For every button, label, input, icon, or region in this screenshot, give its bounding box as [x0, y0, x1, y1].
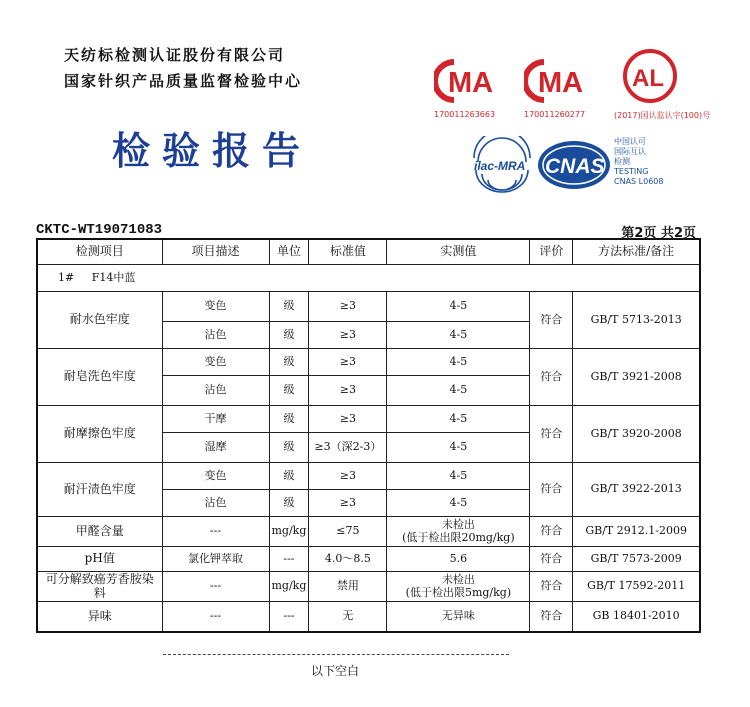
cell-result: 5.6 [387, 547, 530, 572]
cell-eval: 符合 [530, 547, 573, 572]
cell-method: GB/T 17592-2011 [573, 572, 700, 602]
header-cell: 项目描述 [162, 239, 269, 265]
sample-row [37, 265, 700, 292]
blank-below-note: 以下空白 [311, 664, 360, 678]
sample-label: 1# F14中蓝 [37, 265, 700, 292]
cnas-caption [614, 137, 663, 187]
cell-method: GB/T 2912.1-2009 [573, 517, 700, 547]
cell-result: 4-5 [387, 322, 530, 349]
table-row [37, 406, 700, 433]
cell-result: 4-5 [387, 433, 530, 463]
cell-unit: 级 [269, 490, 309, 517]
cell-result: 4-5 [387, 292, 530, 322]
cell-standard: ≥3 [309, 376, 387, 406]
cell-standard: 无 [309, 602, 387, 632]
org-subname: 国家针织产品质量监督检验中心 [64, 72, 303, 90]
report-title: 检验报告 [112, 128, 313, 173]
cell-desc: --- [162, 517, 269, 547]
test-item: 耐摩擦色牢度 [37, 406, 162, 463]
cell-standard: ≥3 [309, 322, 387, 349]
cell-unit: 级 [269, 406, 309, 433]
cell-eval: 符合 [530, 463, 573, 517]
cell-standard: ≥3 [309, 349, 387, 376]
cell-eval: 符合 [530, 517, 573, 547]
cell-desc: 变色 [162, 292, 269, 322]
cell-eval: 符合 [530, 349, 573, 406]
cell-standard: ≥3 [309, 292, 387, 322]
cell-method: GB/T 3920-2008 [573, 406, 700, 463]
cnas-logo-text: CNAS [545, 155, 605, 178]
cma-logo-1-text: MA [448, 67, 494, 99]
cell-unit: 级 [269, 433, 309, 463]
cell-result: 4-5 [387, 349, 530, 376]
test-item: pH值 [37, 547, 162, 572]
cell-eval: 符合 [530, 572, 573, 602]
result-note: (低于检出限5mg/kg) [405, 585, 512, 599]
cnas-caption-line: TESTING [614, 167, 649, 176]
cma-logo-2-text: MA [538, 67, 584, 99]
cell-eval: 符合 [530, 406, 573, 463]
cell-desc: 沾色 [162, 322, 269, 349]
cell-desc: 干摩 [162, 406, 269, 433]
cell-standard: ≤75 [309, 517, 387, 547]
table-row [37, 463, 700, 490]
cell-result [387, 517, 530, 547]
table-row [37, 547, 700, 572]
cell-standard: ≥3 [309, 490, 387, 517]
header-cell: 方法标准/备注 [573, 239, 700, 265]
result-note: (低于检出限20mg/kg) [402, 530, 515, 544]
result-value: 未检出 [441, 573, 475, 587]
test-item: 耐汗渍色牢度 [37, 463, 162, 517]
cell-desc: 湿摩 [162, 433, 269, 463]
cell-standard: 禁用 [309, 572, 387, 602]
cma-logo-2 [524, 58, 590, 108]
cnas-caption-line: 中国认可 [614, 137, 646, 146]
page-info: 第2页 共2页 [621, 226, 696, 241]
table-row [37, 292, 700, 322]
cell-result: 4-5 [387, 463, 530, 490]
cell-desc: 变色 [162, 349, 269, 376]
org-name: 天纺标检测认证股份有限公司 [64, 46, 286, 64]
cell-unit: mg/kg [269, 517, 309, 547]
cal-logo-text: AL [632, 65, 664, 92]
header-cell: 单位 [269, 239, 309, 265]
cnas-logo [536, 138, 612, 196]
cell-eval: 符合 [530, 602, 573, 632]
cell-result: 4-5 [387, 406, 530, 433]
table-row [37, 349, 700, 376]
cell-standard: ≥3 [309, 463, 387, 490]
cnas-caption-line: 检测 [614, 157, 630, 166]
cell-desc: 变色 [162, 463, 269, 490]
cal-code: (2017)国认监认字(100)号 [614, 111, 711, 120]
cal-logo [622, 48, 678, 108]
cell-unit: 级 [269, 349, 309, 376]
cnas-caption-line: 国际互认 [614, 147, 646, 156]
cma-code-1: 170011263663 [434, 110, 496, 119]
header-cell: 实测值 [387, 239, 530, 265]
test-item: 耐皂洗色牢度 [37, 349, 162, 406]
test-item: 耐水色牢度 [37, 292, 162, 349]
header-cell: 标准值 [309, 239, 387, 265]
cell-unit: 级 [269, 376, 309, 406]
test-item: 可分解致癌芳香胺染料 [37, 572, 162, 602]
cnas-caption-line: CNAS L0608 [614, 177, 664, 186]
cell-result: 无异味 [387, 602, 530, 632]
results-table [36, 238, 701, 633]
table-header-row [37, 239, 700, 265]
table-row [37, 602, 700, 632]
ilac-mra-logo [470, 136, 534, 198]
cell-desc: 氯化钾萃取 [162, 547, 269, 572]
table-row [37, 572, 700, 602]
cma-code-2: 170011260277 [524, 110, 586, 119]
cell-method: GB/T 3921-2008 [573, 349, 700, 406]
header-cell: 评价 [530, 239, 573, 265]
cell-standard: ≥3 [309, 406, 387, 433]
test-item: 甲醛含量 [37, 517, 162, 547]
result-value: 未检出 [441, 518, 475, 532]
cell-unit: mg/kg [269, 572, 309, 602]
cell-desc: 沾色 [162, 490, 269, 517]
cell-unit: 级 [269, 292, 309, 322]
cell-result: 4-5 [387, 376, 530, 406]
cell-result: 4-5 [387, 490, 530, 517]
cell-method: GB/T 3922-2013 [573, 463, 700, 517]
cma-logo-1 [434, 58, 500, 108]
cell-method: GB/T 5713-2013 [573, 292, 700, 349]
cell-unit: 级 [269, 322, 309, 349]
ilac-mra-text: ilac-MRA [474, 159, 526, 173]
header-cell: 检测项目 [37, 239, 162, 265]
cell-method: GB/T 7573-2009 [573, 547, 700, 572]
table-row [37, 517, 700, 547]
test-item: 异味 [37, 602, 162, 632]
end-divider [163, 654, 509, 655]
cell-eval: 符合 [530, 292, 573, 349]
cell-desc: --- [162, 572, 269, 602]
cell-unit: --- [269, 547, 309, 572]
cell-unit: --- [269, 602, 309, 632]
cell-desc: 沾色 [162, 376, 269, 406]
cell-unit: 级 [269, 463, 309, 490]
cell-result [387, 572, 530, 602]
cell-method: GB 18401-2010 [573, 602, 700, 632]
cell-standard: ≥3（深2-3） [309, 433, 387, 463]
report-number: CKTC-WT19071083 [36, 222, 163, 238]
cell-desc: --- [162, 602, 269, 632]
cell-standard: 4.0～8.5 [309, 547, 387, 572]
